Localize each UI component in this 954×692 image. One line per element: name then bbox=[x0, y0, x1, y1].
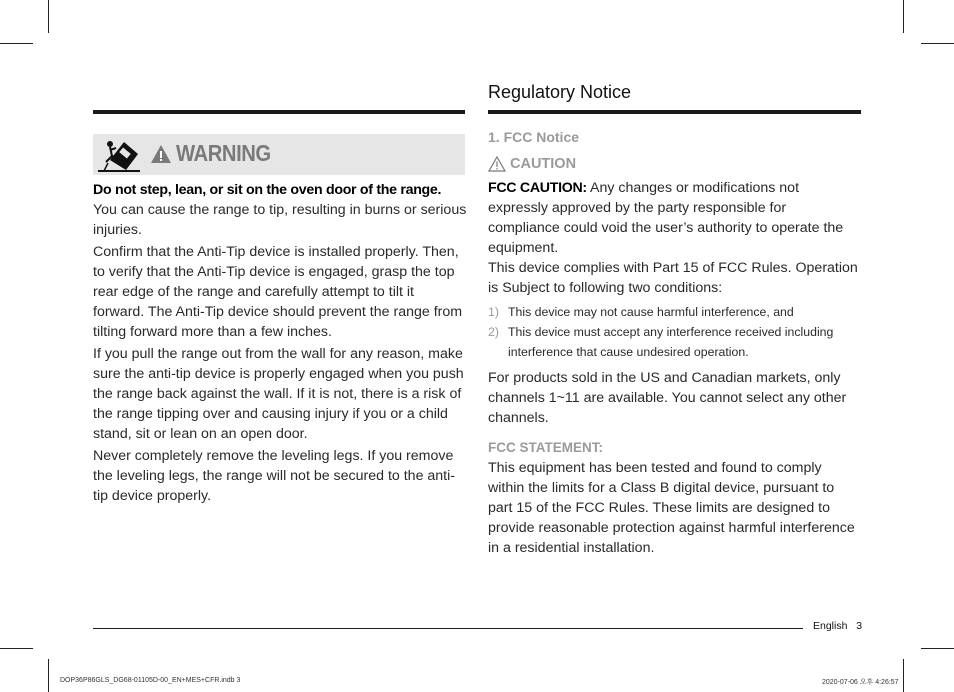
crop-mark bbox=[0, 43, 33, 44]
crop-mark bbox=[903, 0, 904, 33]
warning-triangle-icon bbox=[150, 144, 172, 164]
warning-paragraph: Never completely remove the leveling legs. If you remove the leveling legs, the range will not be secured to the anti-tip device properly. bbox=[93, 448, 456, 504]
warning-lead: Do not step, lean, or sit on the oven door of the range. bbox=[93, 182, 442, 198]
caution-label: CAUTION bbox=[510, 156, 577, 172]
list-item bbox=[488, 322, 858, 362]
warning-body bbox=[93, 180, 468, 508]
right-column-rule bbox=[488, 110, 861, 114]
range-tip-over-icon bbox=[96, 136, 142, 174]
warning-banner bbox=[93, 134, 465, 175]
crop-mark bbox=[921, 648, 954, 649]
caution-triangle-icon bbox=[488, 156, 506, 172]
caution-heading bbox=[488, 156, 576, 172]
fcc-statement-heading: FCC STATEMENT: bbox=[488, 440, 603, 455]
list-item-text: This device must accept any interference received including interference that cause undesired operation. bbox=[508, 325, 834, 359]
warning-lead-paragraph bbox=[93, 180, 468, 240]
print-slug-file: DOP36P86GLS_DG68-01105D-00_EN+MES+CFR.indb 3 bbox=[60, 677, 241, 684]
crop-mark bbox=[0, 648, 33, 649]
fcc-caution-rest: Any changes or modifications not expressly approved by the party responsible for compliance could void the user’s authority to operate the equipment. bbox=[488, 180, 844, 256]
crop-mark bbox=[48, 0, 49, 33]
section-title: Regulatory Notice bbox=[488, 82, 632, 102]
crop-mark bbox=[921, 43, 954, 44]
regulatory-body bbox=[488, 178, 858, 558]
warning-paragraph: Confirm that the Anti-Tip device is installed properly. Then, to verify that the Anti-Tip device is engaged, grasp the top rear edge of the range and carefully attempt to tilt it forward. The Anti-Tip device should prevent the range from tilting forward more than a few inches. bbox=[93, 244, 463, 340]
list-item-number: 1) bbox=[488, 305, 499, 319]
conditions-list bbox=[488, 302, 858, 362]
list-item-text: This device may not cause harmful interference, and bbox=[508, 305, 794, 319]
markets-paragraph: For products sold in the US and Canadian markets, only channels 1~11 are available. You cannot select any other channels. bbox=[488, 370, 847, 426]
warning-title: WARNING bbox=[176, 140, 271, 166]
warning-paragraph: If you pull the range out from the wall for any reason, make sure the anti-tip device is properly engaged when you push the range back against the wall. If it is not, there is a risk of the range tipping over and causing injury if you or a child stand, sit or lean on an open door. bbox=[93, 346, 464, 442]
compliance-paragraph: This device complies with Part 15 of FCC Rules. Operation is Subject to following two conditions: bbox=[488, 260, 858, 296]
fcc-caution-paragraph bbox=[488, 178, 858, 258]
fcc-notice-heading: 1. FCC Notice bbox=[488, 129, 580, 145]
fcc-caution-lead: FCC CAUTION: bbox=[488, 180, 587, 196]
print-slug-date: 2020-07-06 오후 4:26:57 bbox=[822, 679, 899, 686]
crop-mark bbox=[48, 659, 49, 692]
footer-rule bbox=[93, 628, 803, 629]
page-footer bbox=[813, 620, 862, 632]
footer-language: English bbox=[813, 620, 848, 632]
list-item-number: 2) bbox=[488, 325, 499, 339]
crop-mark bbox=[903, 659, 904, 692]
page-number: 3 bbox=[856, 620, 863, 632]
warning-lead-rest: You can cause the range to tip, resulting in burns or serious injuries. bbox=[93, 202, 467, 238]
left-column-rule bbox=[93, 110, 465, 114]
fcc-statement-paragraph: This equipment has been tested and found to comply within the limits for a Class B digital device, pursuant to part 15 of the FCC Rules. These limits are designed to provide reasonable protection against harmful interference in a residential installation. bbox=[488, 460, 855, 556]
list-item bbox=[488, 302, 858, 322]
